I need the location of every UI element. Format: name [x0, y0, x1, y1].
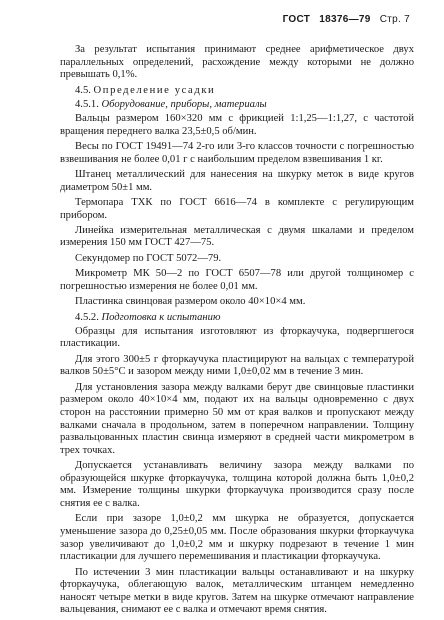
- paragraph-text: За результат испытания принимают среднее арифметическое двух параллельных определений, расхождение между которыми не должно превышать 0,1%.: [60, 44, 414, 81]
- standard-label: ГОСТ: [282, 14, 311, 25]
- paragraph-text: По истечении 3 мин пластикации вальцы останавливают и на шкурку фторкаучука, облегающую валок, металлическим штанцем немедленно наносят четыре метки в виде кругов. Затем на шкурке отмечают направление вальцевания, снимают ее с валка и отмечают время снятия.: [60, 566, 414, 616]
- paragraph-text: Допускается устанавливать величину зазора между валками по образующейся шкурке фторкаучука, толщина которой должна быть 1,0±0,2 мм. Измерение толщины шкурки фторкаучука производится сразу после снятия ее с валка.: [60, 460, 414, 509]
- clause-heading: [60, 312, 414, 325]
- clause-title: Оборудование, приборы, материалы: [101, 98, 267, 110]
- clause-number: 4.5.2.: [75, 311, 99, 323]
- paragraph: [60, 326, 414, 351]
- clause-number: 4.5.: [75, 84, 91, 96]
- paragraph: [60, 268, 414, 293]
- paragraph-text: Термопара ТХК по ГОСТ 6616—74 в комплекте с регулирующим прибором.: [60, 196, 414, 221]
- paragraph-text: Пластинка свинцовая размером около 40×10×4 мм.: [75, 296, 306, 308]
- paragraph: [60, 44, 414, 82]
- paragraph-text: Линейка измерительная металлическая с двумя шкалами и пределом измерения 150 мм ГОСТ 427—75.: [60, 224, 414, 249]
- page-header: [283, 14, 410, 27]
- paragraph-text: Если при зазоре 1,0±0,2 мм шкурка не образуется, допускается уменьшение зазора до 0,25±0,05 мм. После образования шкурки фторкаучука зазор увеличивают до 1,0±0,2 мм и шкурку подрезают в течение 1 мин пластикации для лучшего перемешивания и пластикации фторкаучука.: [60, 513, 414, 563]
- clause-number: 4.5.1.: [75, 98, 99, 110]
- clause-heading: [60, 99, 414, 112]
- paragraph: [60, 354, 414, 379]
- paragraph: [60, 197, 414, 222]
- document-body: [60, 44, 414, 620]
- clause-title: Подготовка к испытанию: [101, 311, 221, 323]
- paragraph-text: Вальцы размером 160×320 мм с фрикцией 1:1,25—1:1,27, с частотой вращения переднего валка 23,5±0,5 об/мин.: [60, 112, 414, 137]
- paragraph-text: Для установления зазора между валками берут две свинцовые пластинки размером около 40×10×4 мм, подают их на вальцы одновременно с двух сторон на расстоянии примерно 50 мм от края валков и пропускают между валками сначала в продольном, затем в поперечном направлении. Толщину развальцованных пластин свинца измеряют в средней части микрометром в трех точках.: [60, 381, 414, 456]
- paragraph: [60, 141, 414, 166]
- paragraph-text: Образцы для испытания изготовляют из фторкаучука, подвергшегося пластикации.: [60, 325, 414, 350]
- paragraph: [60, 113, 414, 138]
- paragraph: [60, 382, 414, 458]
- standard-number: 18376—79: [319, 14, 371, 25]
- paragraph: [60, 513, 414, 563]
- paragraph: [60, 225, 414, 250]
- paragraph: [60, 460, 414, 510]
- clause-heading: [60, 85, 414, 98]
- paragraph: [60, 253, 414, 266]
- paragraph: [60, 169, 414, 194]
- paragraph: [60, 296, 414, 309]
- paragraph-text: Весы по ГОСТ 19491—74 2-го или 3-го классов точности с погрешностью взвешивания не более 0,01 г с наибольшим пределом взвешивания 1 кг.: [60, 140, 414, 165]
- clause-title: Определение усадки: [93, 84, 216, 96]
- paragraph-text: Микрометр МК 50—2 по ГОСТ 6507—78 или другой толщиномер с погрешностью измерения не более 0,01 мм.: [60, 268, 414, 292]
- paragraph-text: Штанец металлический для нанесения на шкурку меток в виде кругов диаметром 50±1 мм.: [60, 168, 414, 193]
- paragraph: [60, 567, 414, 617]
- page-number: Стр. 7: [379, 14, 410, 25]
- paragraph-text: Секундомер по ГОСТ 5072—79.: [75, 252, 222, 264]
- paragraph-text: Для этого 300±5 г фторкаучука пластицируют на вальцах с температурой валков 50±5°С и зазором между ними 1,0±0,02 мм в течение 3 мин.: [60, 353, 414, 378]
